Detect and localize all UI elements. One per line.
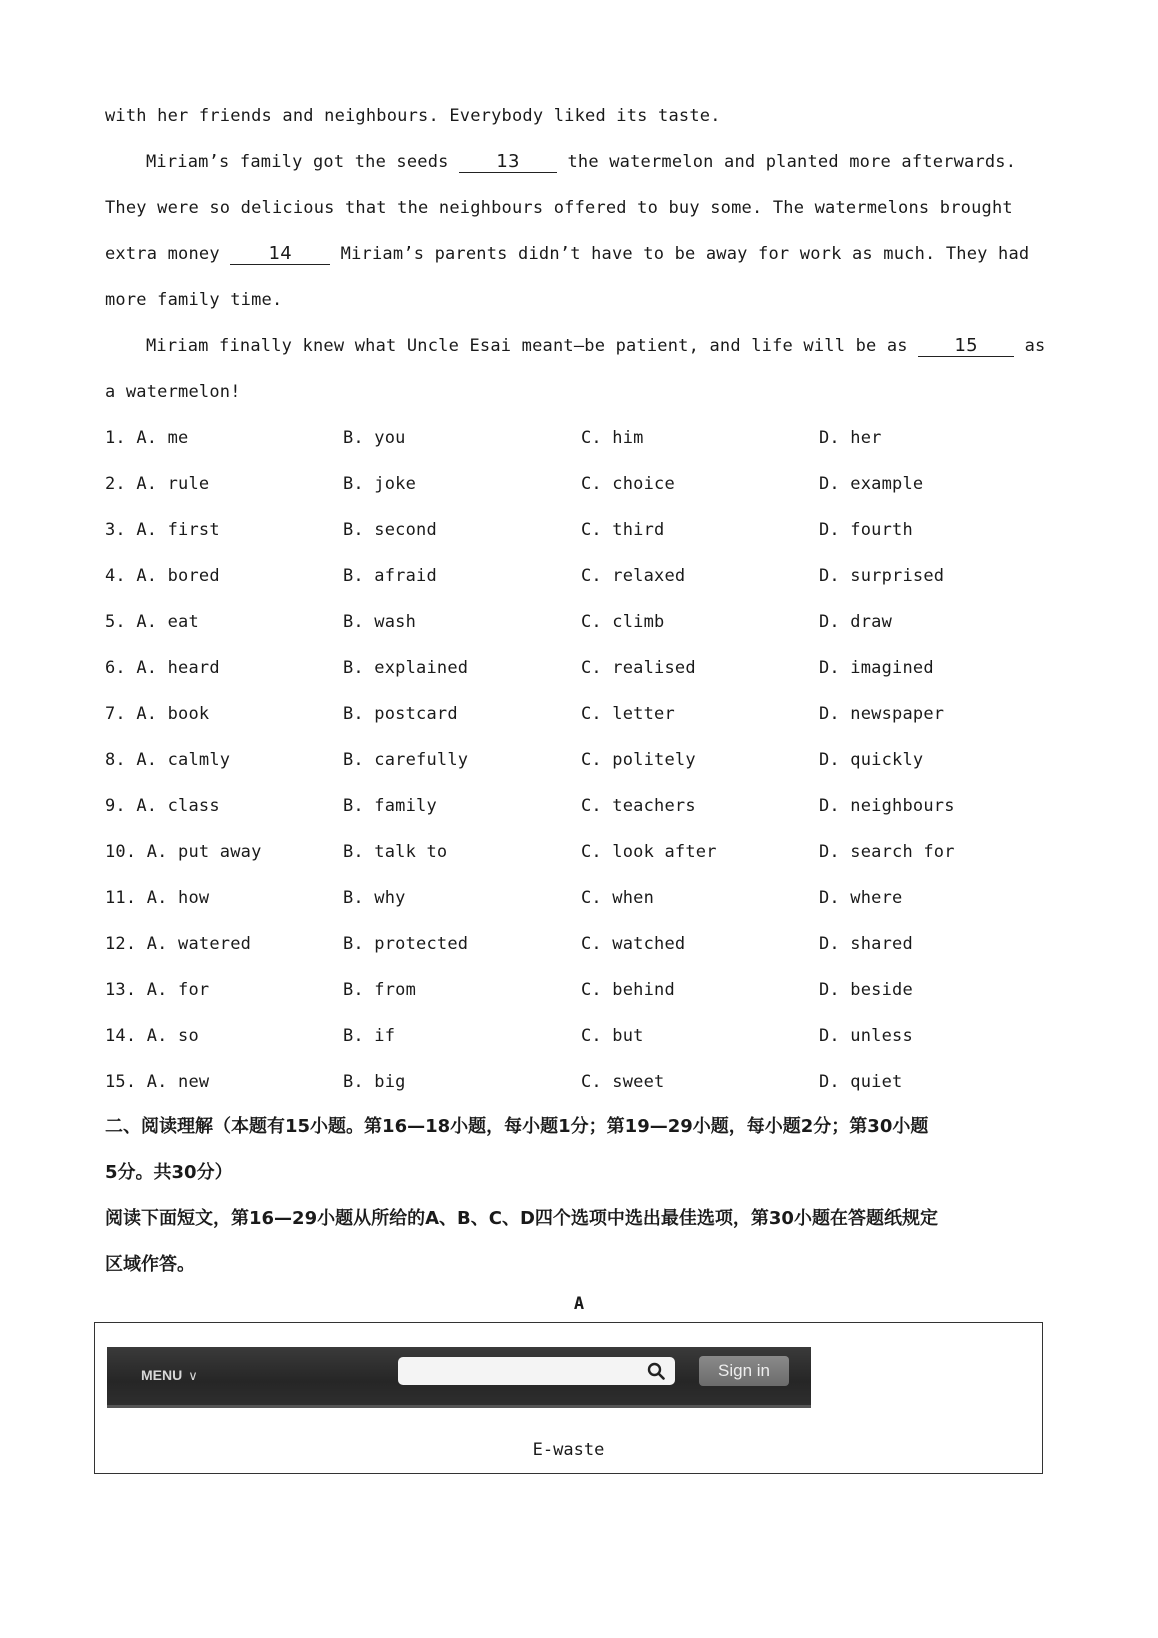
option-b: B. you bbox=[343, 428, 406, 448]
option-d: D. search for bbox=[819, 842, 955, 862]
option-a-text: A. heard bbox=[136, 658, 220, 678]
option-row bbox=[105, 612, 1105, 636]
chevron-down-icon: ∨ bbox=[188, 1368, 198, 1383]
option-d: D. beside bbox=[819, 980, 913, 1000]
option-b: B. wash bbox=[343, 612, 417, 632]
option-d: D. surprised bbox=[819, 566, 945, 586]
option-c: C. look after bbox=[581, 842, 717, 862]
passage-text: Miriam’s family got the seeds bbox=[146, 152, 460, 172]
option-c: C. watched bbox=[581, 934, 686, 954]
question-number: 14. bbox=[105, 1026, 137, 1046]
option-a-text: A. bored bbox=[136, 566, 220, 586]
option-row bbox=[105, 888, 1105, 912]
option-b: B. why bbox=[343, 888, 406, 908]
search-input[interactable] bbox=[398, 1357, 675, 1385]
passage-line bbox=[105, 244, 1029, 265]
option-a bbox=[105, 1072, 209, 1092]
blank-14: 14 bbox=[230, 244, 330, 265]
option-row bbox=[105, 704, 1105, 728]
option-a-text: A. new bbox=[146, 1072, 210, 1092]
option-a-text: A. for bbox=[146, 980, 210, 1000]
option-d: D. draw bbox=[819, 612, 893, 632]
option-b: B. from bbox=[343, 980, 417, 1000]
option-d: D. unless bbox=[819, 1026, 913, 1046]
passage-line: a watermelon! bbox=[105, 382, 241, 402]
menu-label: MENU bbox=[141, 1367, 183, 1383]
question-number: 11. bbox=[105, 888, 137, 908]
option-d: D. quickly bbox=[819, 750, 924, 770]
option-a-text: A. calmly bbox=[136, 750, 231, 770]
question-number: 7. bbox=[105, 704, 126, 724]
option-row bbox=[105, 520, 1105, 544]
option-row bbox=[105, 842, 1105, 866]
passage-line: with her friends and neighbours. Everybody liked its taste. bbox=[105, 106, 721, 126]
option-d: D. her bbox=[819, 428, 882, 448]
option-a-text: A. me bbox=[136, 428, 189, 448]
option-a bbox=[105, 934, 251, 954]
question-number: 3. bbox=[105, 520, 126, 540]
option-a bbox=[105, 612, 199, 632]
option-b: B. joke bbox=[343, 474, 417, 494]
passage-text: Miriam’s parents didn’t have to be away for work as much. They had bbox=[330, 244, 1030, 264]
option-row bbox=[105, 566, 1105, 590]
option-b: B. family bbox=[343, 796, 437, 816]
option-a bbox=[105, 566, 220, 586]
option-a-text: A. how bbox=[146, 888, 210, 908]
option-a-text: A. eat bbox=[136, 612, 199, 632]
option-b: B. postcard bbox=[343, 704, 458, 724]
search-icon[interactable] bbox=[647, 1362, 665, 1384]
option-d: D. shared bbox=[819, 934, 913, 954]
question-number: 12. bbox=[105, 934, 137, 954]
passage-line: more family time. bbox=[105, 290, 283, 310]
question-number: 10. bbox=[105, 842, 137, 862]
option-d: D. fourth bbox=[819, 520, 913, 540]
option-c: C. sweet bbox=[581, 1072, 665, 1092]
option-a-text: A. put away bbox=[146, 842, 262, 862]
question-number: 9. bbox=[105, 796, 126, 816]
option-d: D. where bbox=[819, 888, 903, 908]
passage-line: They were so delicious that the neighbours offered to buy some. The watermelons brought bbox=[105, 198, 1013, 218]
option-a-text: A. rule bbox=[136, 474, 210, 494]
option-row bbox=[105, 1072, 1105, 1096]
passage-text: the watermelon and planted more afterwards. bbox=[557, 152, 1017, 172]
option-c: C. climb bbox=[581, 612, 665, 632]
question-number: 15. bbox=[105, 1072, 137, 1092]
option-a bbox=[105, 520, 220, 540]
option-c: C. relaxed bbox=[581, 566, 686, 586]
option-a bbox=[105, 658, 220, 678]
option-b: B. explained bbox=[343, 658, 469, 678]
blank-13: 13 bbox=[459, 152, 557, 173]
option-a-text: A. class bbox=[136, 796, 220, 816]
option-row bbox=[105, 474, 1105, 498]
question-number: 5. bbox=[105, 612, 126, 632]
passage-label: A bbox=[573, 1294, 585, 1314]
option-row bbox=[105, 428, 1105, 452]
passage-text: Miriam finally knew what Uncle Esai meant—be patient, and life will be as bbox=[146, 336, 919, 356]
option-a bbox=[105, 474, 209, 494]
option-c: C. but bbox=[581, 1026, 644, 1046]
question-number: 6. bbox=[105, 658, 126, 678]
passage-a-frame bbox=[94, 1322, 1043, 1474]
passage-line bbox=[146, 152, 1016, 173]
option-c: C. third bbox=[581, 520, 665, 540]
option-a bbox=[105, 704, 209, 724]
option-b: B. talk to bbox=[343, 842, 448, 862]
option-b: B. carefully bbox=[343, 750, 469, 770]
article-title: E-waste bbox=[532, 1440, 605, 1460]
menu-button[interactable] bbox=[141, 1367, 198, 1384]
option-a bbox=[105, 980, 209, 1000]
blank-15: 15 bbox=[918, 336, 1014, 357]
option-c: C. him bbox=[581, 428, 644, 448]
option-b: B. second bbox=[343, 520, 437, 540]
question-number: 1. bbox=[105, 428, 126, 448]
option-b: B. protected bbox=[343, 934, 469, 954]
question-number: 4. bbox=[105, 566, 126, 586]
passage-line bbox=[146, 336, 1046, 357]
option-a bbox=[105, 750, 230, 770]
website-navbar bbox=[107, 1347, 811, 1408]
question-number: 2. bbox=[105, 474, 126, 494]
option-c: C. letter bbox=[581, 704, 675, 724]
option-b: B. afraid bbox=[343, 566, 437, 586]
option-row bbox=[105, 1026, 1105, 1050]
option-c: C. realised bbox=[581, 658, 696, 678]
option-b: B. if bbox=[343, 1026, 396, 1046]
option-c: C. when bbox=[581, 888, 655, 908]
sign-in-button[interactable]: Sign in bbox=[699, 1356, 789, 1386]
option-a bbox=[105, 796, 220, 816]
option-d: D. neighbours bbox=[819, 796, 955, 816]
passage-text: extra money bbox=[105, 244, 231, 264]
option-a-text: A. first bbox=[136, 520, 220, 540]
option-a bbox=[105, 888, 209, 908]
option-a-text: A. watered bbox=[146, 934, 252, 954]
option-row bbox=[105, 980, 1105, 1004]
option-d: D. example bbox=[819, 474, 924, 494]
option-row bbox=[105, 934, 1105, 958]
question-number: 8. bbox=[105, 750, 126, 770]
option-c: C. teachers bbox=[581, 796, 696, 816]
option-a-text: A. book bbox=[136, 704, 210, 724]
option-c: C. choice bbox=[581, 474, 675, 494]
section-instruction: 阅读下面短文，第16—29小题从所给的A、B、C、D四个选项中选出最佳选项，第30小题在答题纸规定 bbox=[105, 1208, 938, 1229]
option-a bbox=[105, 1026, 199, 1046]
passage-text: as bbox=[1014, 336, 1046, 356]
option-c: C. behind bbox=[581, 980, 675, 1000]
option-a bbox=[105, 428, 189, 448]
question-number: 13. bbox=[105, 980, 137, 1000]
option-row bbox=[105, 750, 1105, 774]
option-d: D. quiet bbox=[819, 1072, 903, 1092]
option-d: D. imagined bbox=[819, 658, 934, 678]
section-heading: 二、阅读理解（本题有15小题。第16—18小题，每小题1分；第19—29小题，每小题2分；第30小题 bbox=[105, 1116, 929, 1137]
section-heading: 5分。共30分） bbox=[105, 1162, 233, 1183]
option-row bbox=[105, 796, 1105, 820]
option-c: C. politely bbox=[581, 750, 696, 770]
option-a-text: A. so bbox=[146, 1026, 199, 1046]
option-d: D. newspaper bbox=[819, 704, 945, 724]
option-a bbox=[105, 842, 262, 862]
option-row bbox=[105, 658, 1105, 682]
section-instruction: 区域作答。 bbox=[105, 1254, 195, 1275]
option-b: B. big bbox=[343, 1072, 406, 1092]
